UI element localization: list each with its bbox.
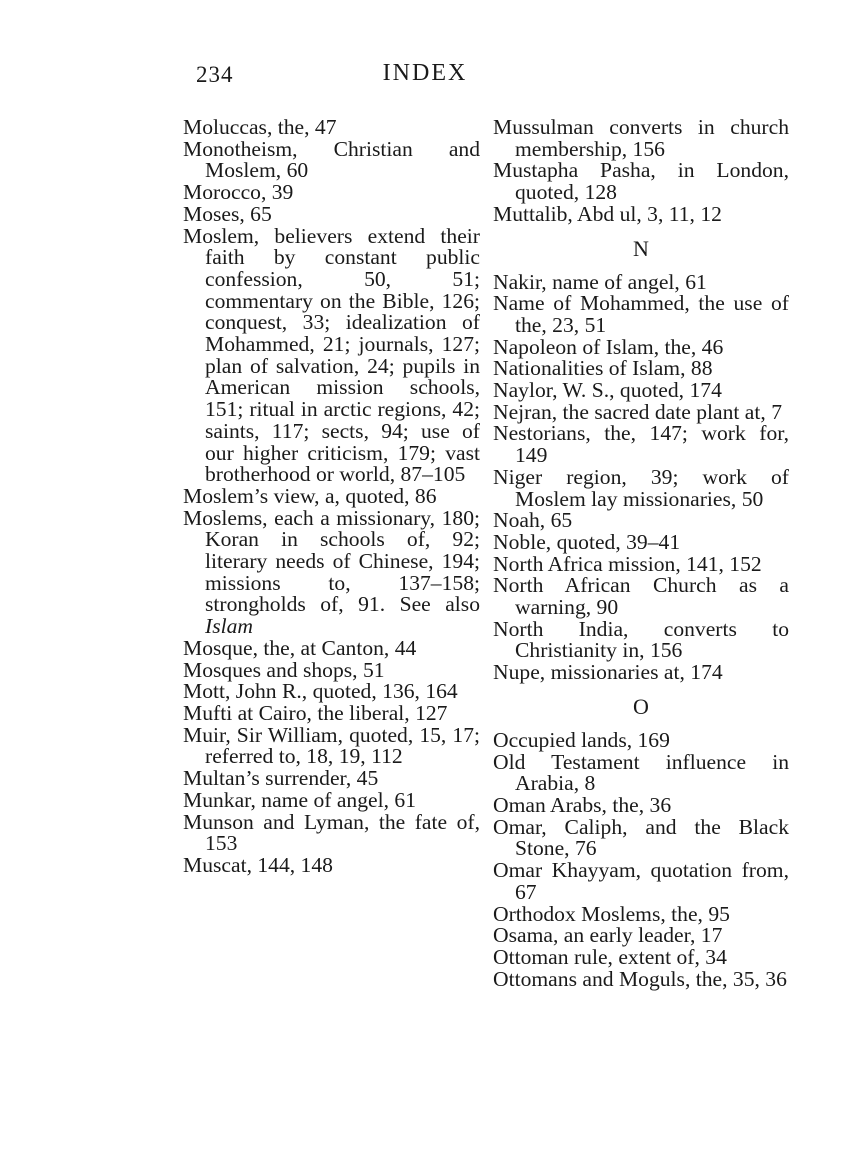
- index-entry: Napoleon of Islam, the, 46: [493, 334, 724, 359]
- index-entry: Oman Arabs, the, 36: [493, 792, 672, 817]
- index-entry: Osama, an early leader, 17: [493, 923, 723, 948]
- index-entry: Ottoman rule, extent of, 34: [493, 944, 727, 969]
- index-entry: Munkar, name of angel, 61: [183, 787, 416, 812]
- index-entry-text: Moslems, each a missionary, 180; Koran in schools of, 92; literary needs of Chinese, 194; missions to, 137–158; strongholds of, 91. See also: [183, 505, 480, 617]
- index-entry: Moses, 65: [183, 201, 272, 226]
- index-entry: North India, converts to Christianity in, 156: [493, 616, 789, 663]
- index-column-right: [493, 117, 789, 990]
- section-letter-o: O: [633, 693, 649, 719]
- index-entry: Mufti at Cairo, the liberal, 127: [183, 700, 448, 725]
- index-entry: Occupied lands, 169: [493, 727, 670, 752]
- index-entry: Moluccas, the, 47: [183, 115, 337, 139]
- index-entry: Multan’s surrender, 45: [183, 766, 379, 791]
- index-entry: Nakir, name of angel, 61: [493, 269, 707, 294]
- index-entry: Mussulman converts in church membership, 156: [493, 115, 789, 161]
- index-entry: Muir, Sir William, quoted, 15, 17; referred to, 18, 19, 112: [183, 722, 480, 769]
- index-entry: North Africa mission, 141, 152: [493, 551, 762, 576]
- index-entry: Muttalib, Abd ul, 3, 11, 12: [493, 201, 722, 226]
- index-entry: Naylor, W. S., quoted, 174: [493, 378, 722, 403]
- index-entry: Noble, quoted, 39–41: [493, 529, 681, 554]
- index-entry: Noah, 65: [493, 508, 573, 533]
- section-letter-n: N: [633, 235, 649, 261]
- index-entry: Ottomans and Moguls, the, 35, 36: [493, 966, 787, 991]
- see-also-reference: Islam: [205, 614, 253, 639]
- index-entry: Mustapha Pasha, in London, quoted, 128: [493, 158, 789, 205]
- index-entry: Mosques and shops, 51: [183, 657, 385, 682]
- index-entry: Old Testament influence in Arabia, 8: [493, 749, 789, 796]
- index-entry: Nationalities of Islam, 88: [493, 356, 713, 381]
- index-entry: Mott, John R., quoted, 136, 164: [183, 679, 458, 704]
- index-entry: Monotheism, Christian and Moslem, 60: [183, 136, 480, 183]
- page-number: 234: [196, 62, 234, 87]
- index-entry: Name of Mohammed, the use of the, 23, 51: [493, 291, 789, 337]
- index-entry: Munson and Lyman, the fate of, 153: [183, 809, 480, 856]
- index-entry: Omar, Caliph, and the Black Stone, 76: [493, 814, 789, 861]
- index-entry: North African Church as a warning, 90: [493, 573, 789, 620]
- index-entry: Morocco, 39: [183, 180, 294, 205]
- index-entry: Omar Khayyam, quotation from, 67: [493, 858, 789, 904]
- index-column-left: [183, 117, 480, 877]
- index-entry: Orthodox Moslems, the, 95: [493, 901, 730, 926]
- index-entry: Nupe, missionaries at, 174: [493, 660, 723, 685]
- index-entry: Moslem, believers extend their faith by constant public confession, 50, 51; commentary on the Bible, 126; conquest, 33; idealization of Mohammed, 21; journals, 127; plan of salvation, 24; pupils in American mission schools, 151; ritual in arctic regions, 42; saints, 117; sects, 94; use of our higher criticism, 179; vast brotherhood or world, 87–105: [183, 223, 480, 487]
- running-head: INDEX: [382, 60, 468, 86]
- index-entry: Niger region, 39; work of Moslem lay missionaries, 50: [493, 464, 789, 511]
- index-entry: Mosque, the, at Canton, 44: [183, 635, 417, 660]
- index-entry: Nejran, the sacred date plant at, 7: [493, 399, 782, 424]
- index-entry: Nestorians, the, 147; work for, 149: [493, 421, 789, 468]
- index-entry: Muscat, 144, 148: [183, 852, 333, 877]
- index-entry: Moslem’s view, a, quoted, 86: [183, 483, 437, 508]
- index-entry-moslems: [183, 505, 480, 639]
